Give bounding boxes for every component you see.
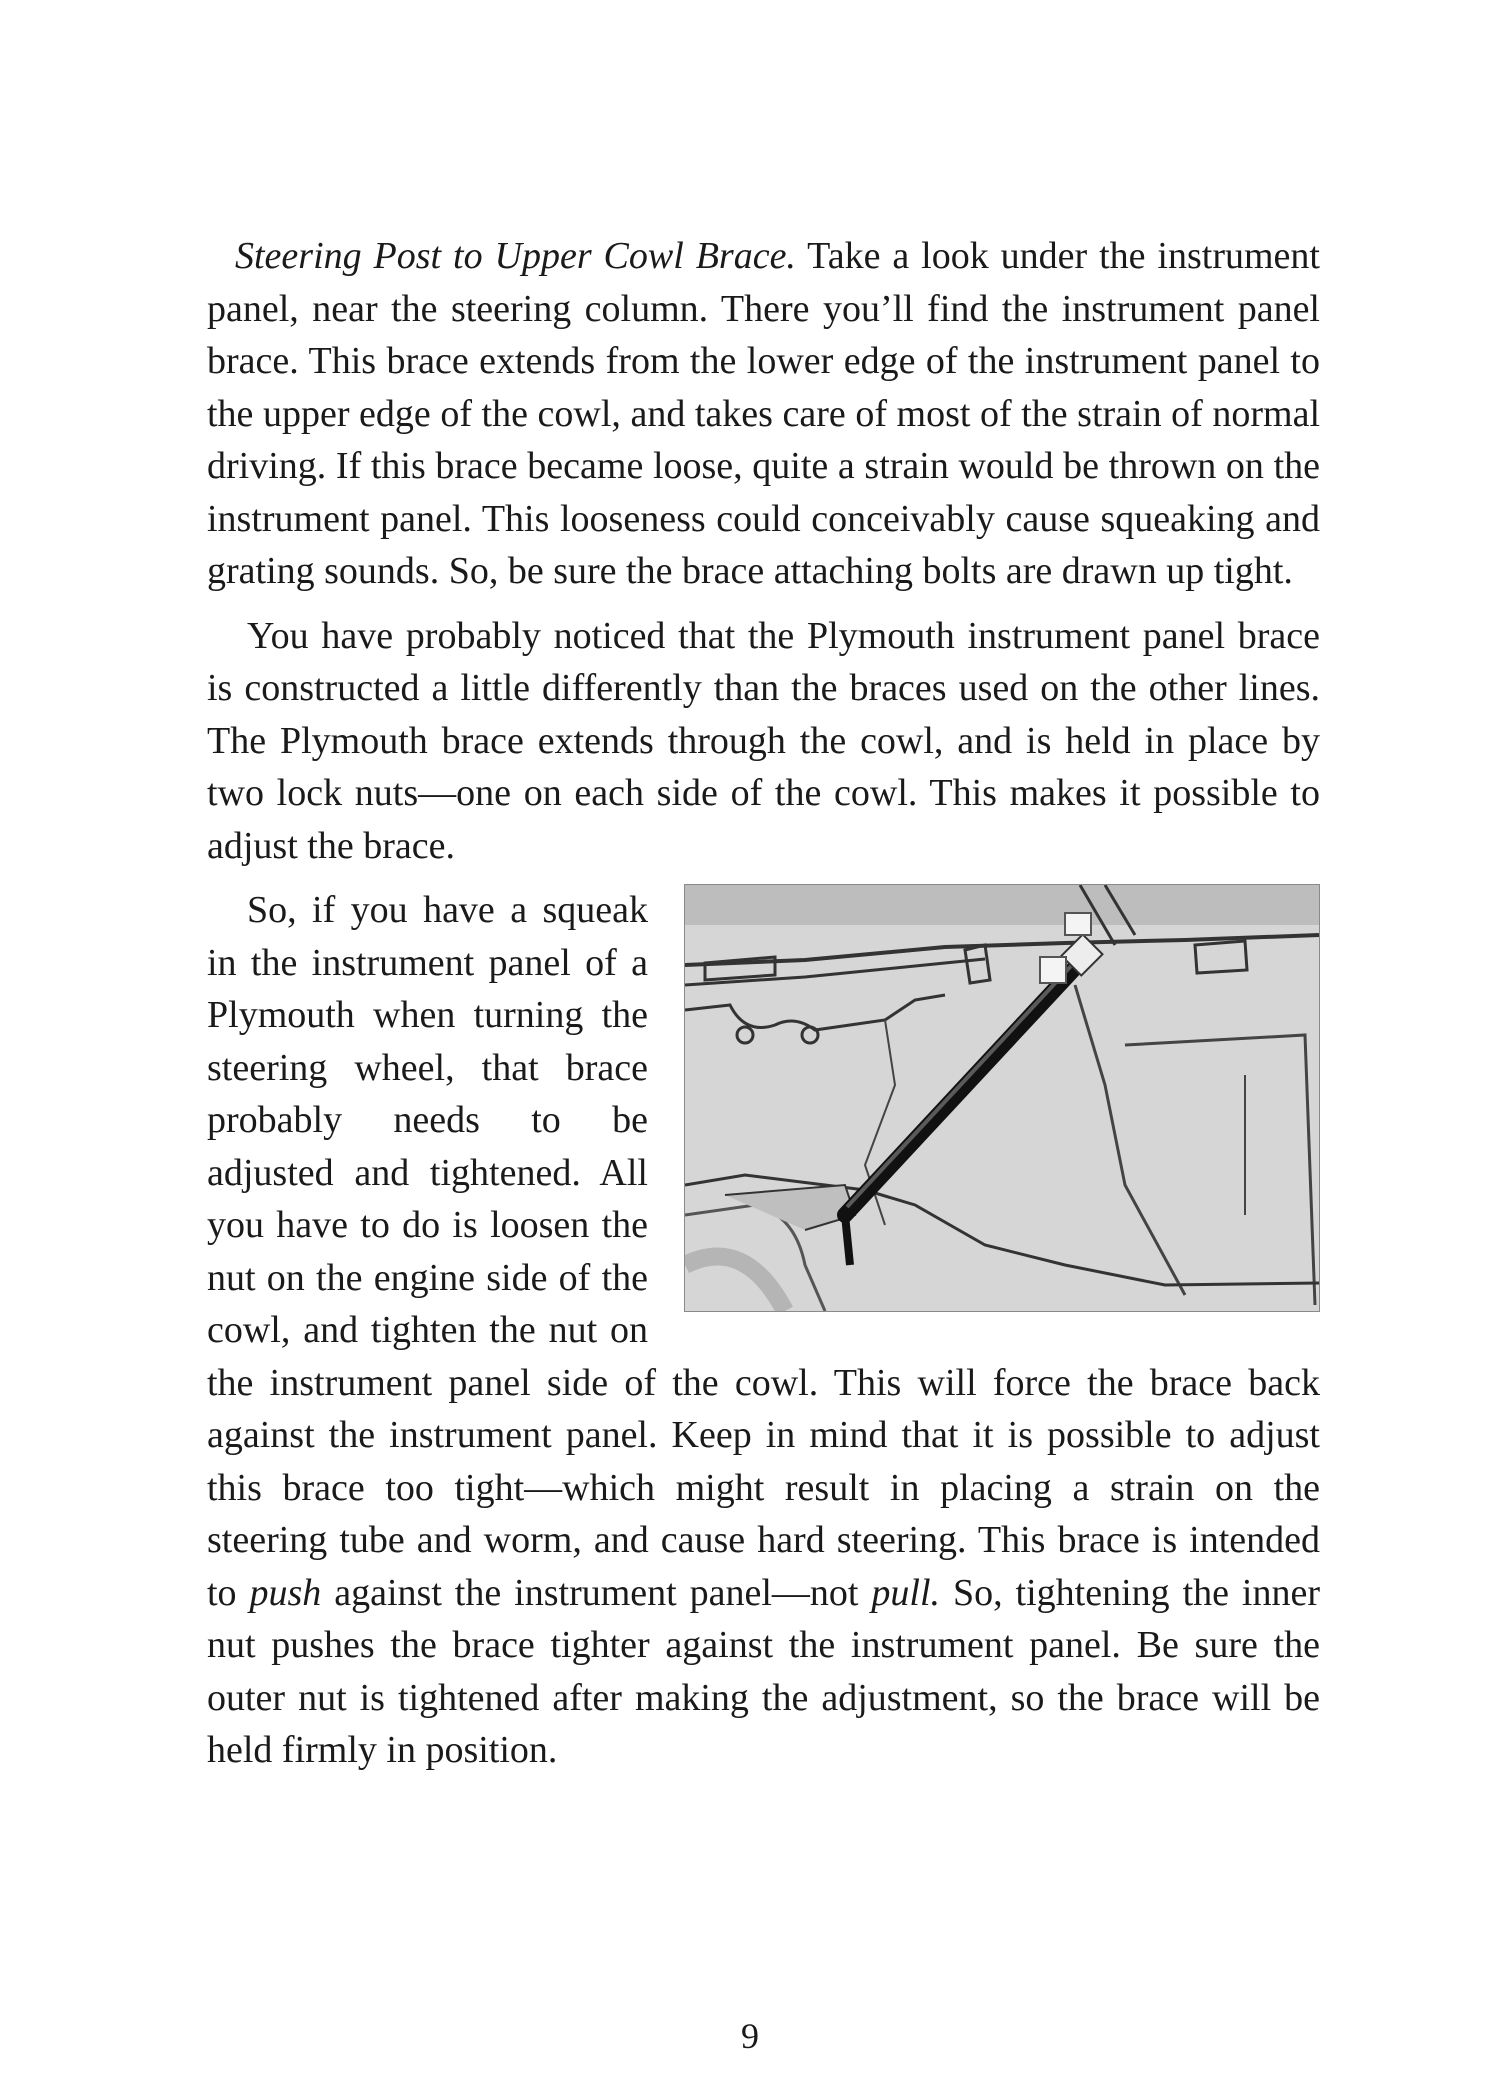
paragraph-3-body-3: So, tightening the inner nut pushes the brace tighter against the instrument panel. Be sure the outer nut is tightened after making the adjustment, so the brace will be held firmly in position. — [207, 1571, 1321, 1771]
paragraph-1-body: Take a look under the instrument panel, near the steering column. There you’ll find the instrument panel brace. This brace extends from the lower edge of the instrument panel to the upper edge of the cowl, and takes care of most of the strain of normal driving. If this brace became loose, quite a strain would be thrown on the instrument panel. This looseness could conceivably cause squeaking and grating sounds. So, be sure the brace attaching bolts are drawn up tight. — [207, 235, 1320, 592]
emphasis-push: push — [249, 1571, 322, 1614]
section-heading: Steering Post to Upper Cowl Brace. — [235, 235, 796, 277]
paragraph-3-body-2: against the instrument panel—not — [334, 1571, 859, 1614]
paragraph-1 — [207, 230, 1320, 598]
page-number: 9 — [741, 2016, 759, 2056]
body-text — [207, 230, 1320, 1777]
paragraph-2-body: You have probably noticed that the Plymouth instrument panel brace is constructed a little differently than the braces used on the other lines. The Plymouth brace extends through the cowl, and is held in place by two lock nuts—one on each side of the cowl. This makes it possible to adjust the brace. — [207, 614, 1320, 867]
paragraph-3-body-1: So, if you have a squeak in the instrument panel of a Plymouth when turning the steering wheel, that brace probably needs to be adjusted and tightened. All you have to do is loosen the nut on the engine side of the cowl, and tighten the nut on the instrument panel side of the cowl. This will force the brace back against the instrument panel. Keep in mind that it is possible to adjust this brace too tight—which might result in placing a strain on the steering tube and worm, and cause hard steering. This brace is intended to — [207, 889, 1320, 1614]
instrument-panel-brace-photo-icon — [685, 885, 1319, 1311]
emphasis-pull: pull. — [871, 1571, 941, 1614]
paragraph-2 — [207, 610, 1320, 873]
brace-illustration — [684, 884, 1320, 1312]
